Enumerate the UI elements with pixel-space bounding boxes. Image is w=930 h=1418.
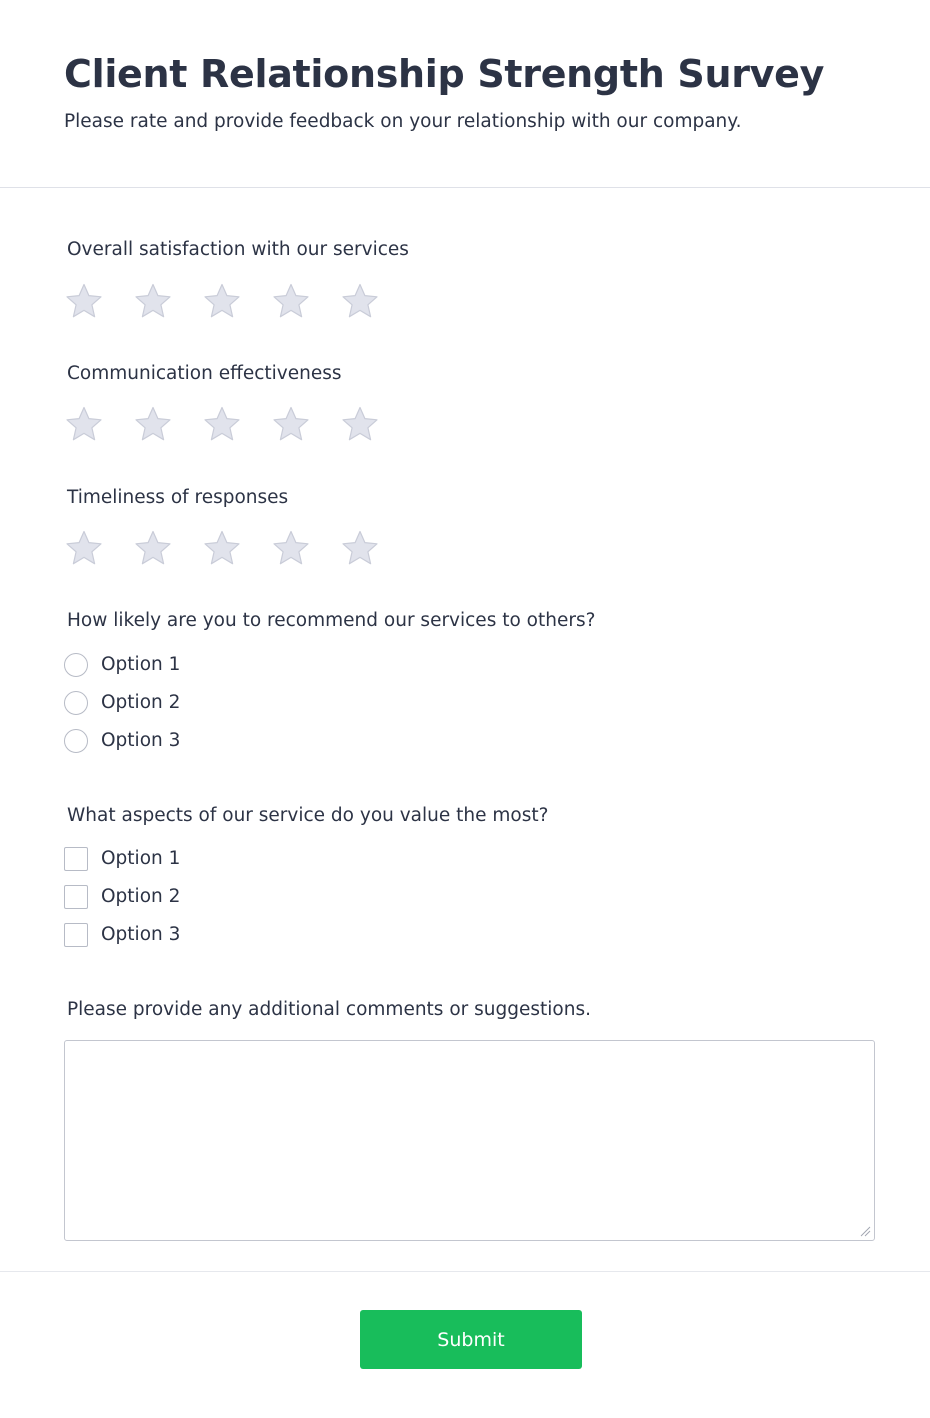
radio-button[interactable]: [64, 653, 88, 677]
star-icon[interactable]: [64, 281, 104, 321]
question-label-comments: Please provide any additional comments or suggestions.: [67, 999, 591, 1020]
question-label-satisfaction: Overall satisfaction with our services: [67, 239, 409, 260]
radio-option-label: Option 3: [101, 730, 181, 751]
star-icon[interactable]: [64, 528, 104, 568]
radio-option-label: Option 2: [101, 692, 181, 713]
star-icon[interactable]: [133, 528, 173, 568]
form-header: [0, 0, 930, 188]
star-icon[interactable]: [271, 404, 311, 444]
form-subtitle: Please rate and provide feedback on your relationship with our company.: [64, 111, 742, 132]
star-rating-communication[interactable]: [64, 404, 394, 444]
star-icon[interactable]: [202, 281, 242, 321]
star-icon[interactable]: [64, 404, 104, 444]
checkbox-option-label: Option 1: [101, 848, 181, 869]
radio-option-3[interactable]: [64, 729, 364, 755]
footer-divider: [0, 1271, 930, 1272]
radio-button[interactable]: [64, 691, 88, 715]
radio-option-1[interactable]: [64, 653, 364, 679]
star-icon[interactable]: [202, 404, 242, 444]
comments-textarea[interactable]: [64, 1040, 875, 1241]
submit-button[interactable]: Submit: [360, 1310, 582, 1369]
checkbox-option-1[interactable]: [64, 847, 364, 873]
checkbox-option-label: Option 2: [101, 886, 181, 907]
checkbox-option-label: Option 3: [101, 924, 181, 945]
star-icon[interactable]: [133, 404, 173, 444]
star-icon[interactable]: [133, 281, 173, 321]
star-icon[interactable]: [271, 528, 311, 568]
star-icon[interactable]: [271, 281, 311, 321]
checkbox-option-3[interactable]: [64, 923, 364, 949]
star-icon[interactable]: [340, 528, 380, 568]
radio-option-label: Option 1: [101, 654, 181, 675]
star-icon[interactable]: [202, 528, 242, 568]
question-label-aspects: What aspects of our service do you value the most?: [67, 805, 549, 826]
checkbox[interactable]: [64, 847, 88, 871]
question-label-communication: Communication effectiveness: [67, 363, 342, 384]
star-icon[interactable]: [340, 404, 380, 444]
radio-option-2[interactable]: [64, 691, 364, 717]
star-icon[interactable]: [340, 281, 380, 321]
checkbox-option-2[interactable]: [64, 885, 364, 911]
star-rating-timeliness[interactable]: [64, 528, 394, 568]
radio-button[interactable]: [64, 729, 88, 753]
checkbox[interactable]: [64, 885, 88, 909]
star-rating-satisfaction[interactable]: [64, 281, 394, 321]
checkbox[interactable]: [64, 923, 88, 947]
resize-grip-icon[interactable]: [857, 1223, 871, 1237]
question-label-timeliness: Timeliness of responses: [67, 487, 289, 508]
form-title: Client Relationship Strength Survey: [64, 52, 825, 96]
question-label-recommend: How likely are you to recommend our services to others?: [67, 610, 596, 631]
